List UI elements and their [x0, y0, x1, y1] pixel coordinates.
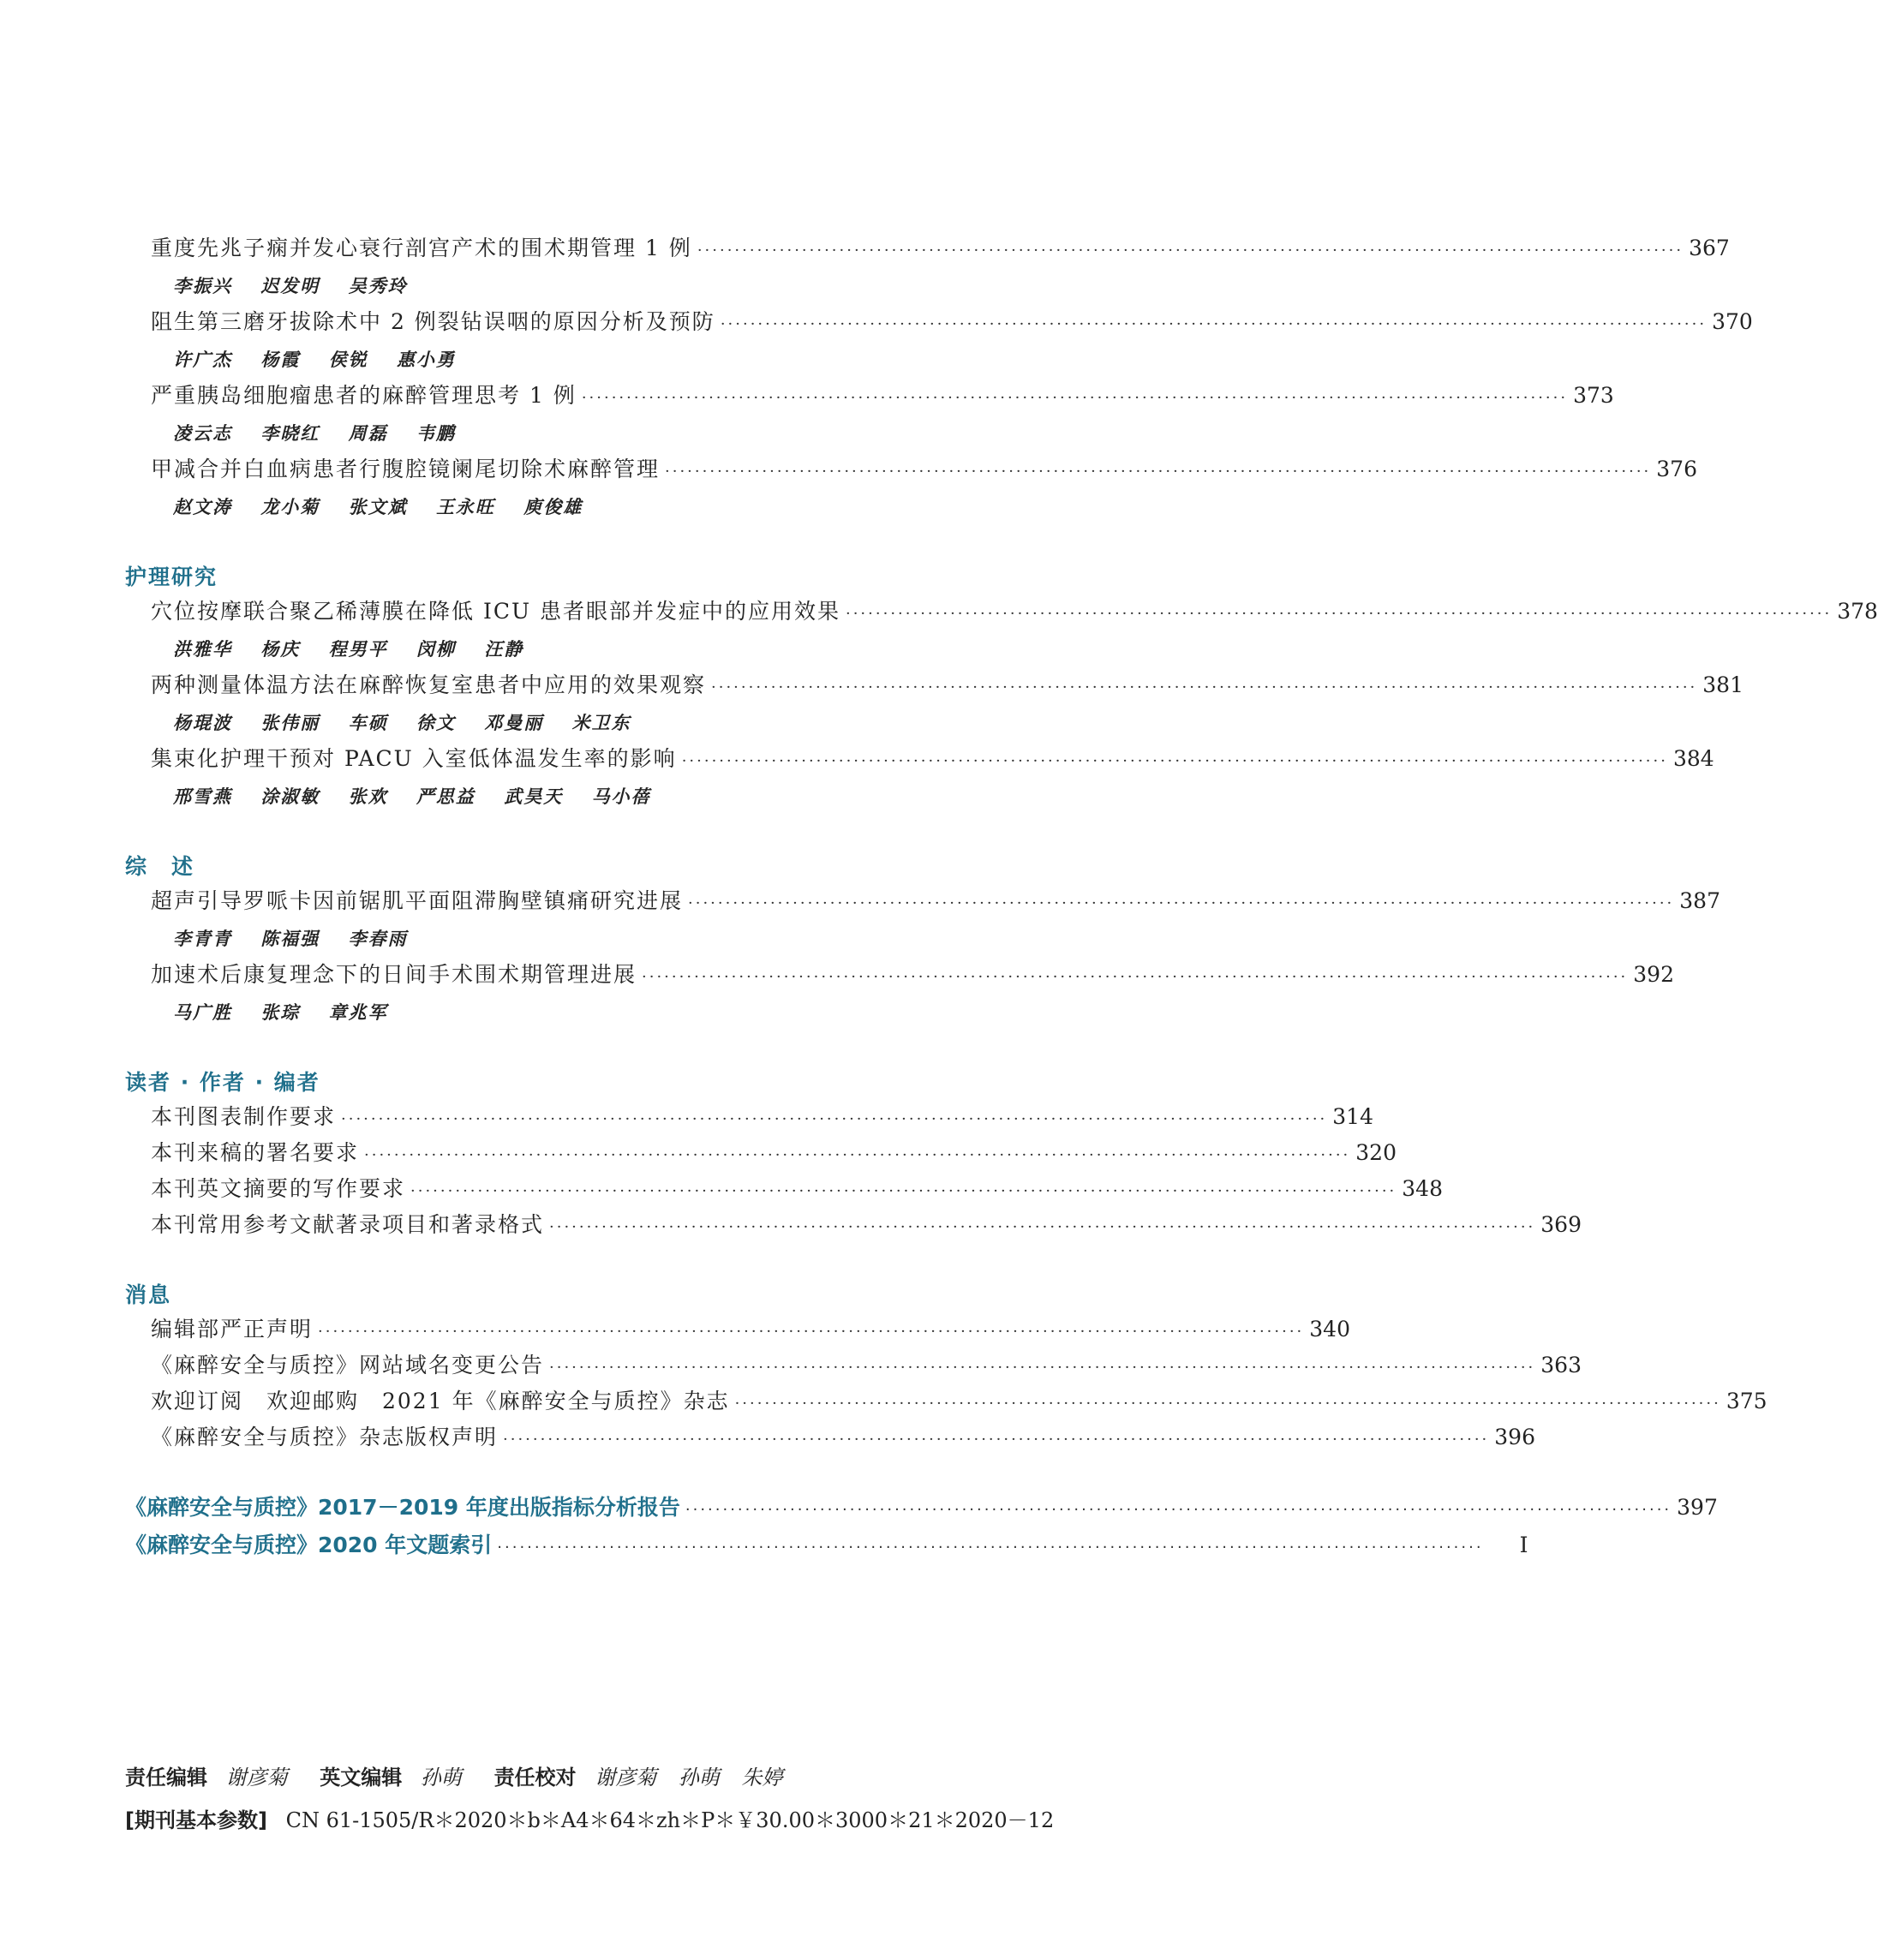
entry-title: 两种测量体温方法在麻醉恢复室患者中应用的效果观察	[151, 672, 707, 697]
leader-dots: ····································································································································	[711, 678, 1698, 696]
author: 杨琨波	[173, 712, 232, 733]
editor-label: 责任编辑	[125, 1766, 207, 1790]
section-heading: 读者 · 作者 · 编者	[125, 1070, 320, 1095]
section-nursing-research	[125, 560, 1878, 816]
entry-title: 甲减合并白血病患者行腹腔镜阑尾切除术麻醉管理	[151, 457, 661, 481]
entry-title: 本刊常用参考文献著录项目和著录格式	[151, 1212, 545, 1237]
entry-authors	[125, 488, 1273, 526]
entry-authors	[125, 415, 1273, 452]
author: 洪雅华	[173, 638, 232, 660]
toc-entry[interactable]	[125, 1420, 1535, 1456]
toc-entry[interactable]	[125, 1384, 1767, 1420]
leader-dots: ····································································································································	[318, 1323, 1305, 1341]
proofreader-label: 责任校对	[493, 1766, 577, 1790]
entry-page: 396	[1494, 1425, 1535, 1449]
author: 涂淑敏	[260, 786, 320, 807]
author: 马小蓓	[591, 786, 651, 807]
toc-entry[interactable]	[125, 1100, 1373, 1136]
editor-name: 谢彦菊	[225, 1766, 288, 1790]
entry-authors	[125, 704, 1273, 742]
author: 张伟丽	[260, 712, 320, 733]
journal-params	[125, 1799, 1273, 1842]
entry-page: 370	[1712, 309, 1753, 334]
leader-dots: ····································································································································	[734, 1395, 1721, 1413]
section-heading: 护理研究	[125, 565, 218, 589]
leader-dots: ····································································································································	[503, 1431, 1490, 1449]
toc-entry[interactable]	[125, 1136, 1397, 1172]
entry-authors	[125, 778, 1273, 816]
proofreader-name: 朱婷	[741, 1766, 783, 1790]
author: 吴秀玲	[348, 275, 408, 296]
author: 侯锐	[328, 349, 368, 370]
params-label: [期刊基本参数]	[125, 1808, 267, 1832]
author: 李春雨	[348, 928, 408, 949]
entry-authors	[125, 267, 1273, 305]
author: 陈福强	[260, 928, 320, 949]
toc-entry[interactable]	[125, 1312, 1350, 1348]
entry-authors	[125, 630, 1273, 668]
leader-dots: ····································································································································	[685, 1501, 1672, 1519]
entry-page: 384	[1672, 746, 1714, 771]
author: 许广杰	[173, 349, 232, 370]
toc-entry[interactable]	[125, 1172, 1443, 1208]
author: 闵柳	[416, 638, 456, 660]
author: 邢雪燕	[173, 786, 232, 807]
leader-dots: ····································································································································	[364, 1146, 1351, 1164]
section-heading: 综 述	[125, 854, 195, 879]
entry-page: 369	[1540, 1212, 1582, 1237]
author: 米卫东	[571, 712, 631, 733]
entry-page: 392	[1633, 962, 1674, 987]
proofreader-name: 孙萌	[678, 1766, 720, 1790]
entry-page: 387	[1679, 888, 1720, 913]
editorial-footer	[125, 1756, 1273, 1842]
author: 韦鹏	[416, 422, 456, 444]
leader-dots: ····································································································································	[681, 752, 1668, 770]
author: 王永旺	[435, 496, 495, 517]
special-toc-entry[interactable]	[125, 1528, 1528, 1566]
entry-title: 《麻醉安全与质控》2020 年文题索引	[125, 1533, 493, 1557]
entry-title: 《麻醉安全与质控》网站域名变更公告	[151, 1353, 545, 1377]
toc-entry[interactable]	[125, 884, 1720, 920]
english-editor-name: 孙萌	[420, 1766, 462, 1790]
leader-dots: ····································································································································	[410, 1182, 1397, 1200]
entry-page: 363	[1540, 1353, 1582, 1377]
author: 凌云志	[173, 422, 232, 444]
entry-title: 本刊英文摘要的写作要求	[151, 1176, 406, 1201]
section-heading: 消息	[125, 1282, 172, 1307]
section-case-reports	[125, 231, 1753, 526]
special-toc-entry[interactable]	[125, 1491, 1718, 1528]
section-review	[125, 850, 1720, 1031]
leader-dots: ····································································································································	[845, 605, 1833, 623]
leader-dots: ····································································································································	[720, 315, 1708, 333]
leader-dots: ····································································································································	[549, 1218, 1536, 1236]
author: 武昊天	[504, 786, 564, 807]
author: 马广胜	[173, 1001, 232, 1023]
leader-dots: ····································································································································	[688, 894, 1675, 912]
entry-title: 《麻醉安全与质控》2017－2019 年度出版指标分析报告	[125, 1495, 680, 1520]
entry-title: 欢迎订阅 欢迎邮购 2021 年《麻醉安全与质控》杂志	[151, 1389, 730, 1413]
proofreader-name: 谢彦菊	[595, 1766, 657, 1790]
entry-title: 阻生第三磨牙拔除术中 2 例裂钻误咽的原因分析及预防	[151, 309, 715, 334]
author: 龙小菊	[260, 496, 320, 517]
entry-authors	[125, 920, 1273, 958]
leader-dots: ····································································································································	[341, 1110, 1328, 1128]
leader-dots: ····································································································································	[665, 463, 1652, 481]
entry-page: Ⅰ	[1519, 1533, 1528, 1557]
author: 杨庆	[260, 638, 301, 660]
toc-entry[interactable]	[125, 668, 1743, 704]
toc-entry[interactable]	[125, 1348, 1582, 1384]
author: 李晓红	[260, 422, 320, 444]
author: 严思益	[416, 786, 475, 807]
params-value: CN 61-1505/R＊2020＊b＊A4＊64＊zh＊P＊￥30.00＊3000＊21＊2020－12	[285, 1808, 1055, 1832]
leader-dots: ····································································································································	[549, 1359, 1536, 1377]
author: 赵文涛	[173, 496, 232, 517]
author: 李青青	[173, 928, 232, 949]
author: 徐文	[416, 712, 456, 733]
special-entries	[125, 1491, 1718, 1566]
author: 李振兴	[173, 275, 232, 296]
toc-entry[interactable]	[125, 231, 1730, 267]
leader-dots: ····································································································································	[581, 389, 1569, 407]
entry-page: 348	[1402, 1176, 1443, 1201]
entry-page: 320	[1355, 1140, 1397, 1165]
toc-entry[interactable]	[125, 595, 1878, 630]
entry-title: 重度先兆子痫并发心衰行剖宫产术的围术期管理 1 例	[151, 236, 692, 260]
entry-page: 397	[1677, 1495, 1718, 1520]
toc-entry[interactable]	[125, 742, 1714, 778]
table-of-contents	[125, 231, 1878, 1566]
toc-entry[interactable]	[125, 452, 1697, 488]
leader-dots: ····································································································································	[497, 1539, 1484, 1557]
entry-page: 376	[1656, 457, 1697, 481]
entry-page: 375	[1725, 1389, 1767, 1413]
author: 庾俊雄	[523, 496, 583, 517]
author: 程男平	[328, 638, 388, 660]
toc-entry[interactable]	[125, 1208, 1582, 1244]
toc-entry[interactable]	[125, 958, 1674, 994]
author: 迟发明	[260, 275, 320, 296]
author: 汪静	[484, 638, 524, 660]
author: 杨霞	[260, 349, 301, 370]
entry-authors	[125, 994, 1273, 1031]
author: 张欢	[348, 786, 388, 807]
toc-entry[interactable]	[125, 305, 1753, 341]
entry-title: 编辑部严正声明	[151, 1317, 314, 1342]
entry-title: 加速术后康复理念下的日间手术围术期管理进展	[151, 962, 637, 987]
entry-page: 314	[1332, 1104, 1373, 1129]
entry-page: 367	[1689, 236, 1730, 260]
editor-credits	[125, 1756, 1273, 1799]
leader-dots: ····································································································································	[642, 968, 1629, 986]
entry-page: 378	[1837, 599, 1878, 624]
section-news	[125, 1278, 1767, 1456]
author: 周磊	[348, 422, 388, 444]
author: 惠小勇	[396, 349, 456, 370]
entry-page: 373	[1573, 383, 1614, 408]
entry-title: 超声引导罗哌卡因前锯肌平面阻滞胸壁镇痛研究进展	[151, 888, 684, 913]
author: 车硕	[348, 712, 388, 733]
author: 章兆军	[328, 1001, 388, 1023]
entry-title: 本刊来稿的署名要求	[151, 1140, 360, 1165]
entry-page: 381	[1702, 672, 1743, 697]
author: 张文斌	[348, 496, 408, 517]
author: 邓曼丽	[484, 712, 544, 733]
toc-entry[interactable]	[125, 379, 1614, 415]
entry-page: 340	[1309, 1317, 1350, 1342]
entry-title: 《麻醉安全与质控》杂志版权声明	[151, 1425, 499, 1449]
entry-title: 严重胰岛细胞瘤患者的麻醉管理思考 1 例	[151, 383, 577, 408]
leader-dots: ····································································································································	[697, 242, 1684, 260]
entry-authors	[125, 341, 1273, 379]
entry-title: 集束化护理干预对 PACU 入室低体温发生率的影响	[151, 746, 677, 771]
entry-title: 穴位按摩联合聚乙稀薄膜在降低 ICU 患者眼部并发症中的应用效果	[151, 599, 840, 624]
english-editor-label: 英文编辑	[320, 1766, 403, 1790]
entry-title: 本刊图表制作要求	[151, 1104, 337, 1129]
section-readers-authors-editors	[125, 1066, 1582, 1244]
author: 张琮	[260, 1001, 301, 1023]
